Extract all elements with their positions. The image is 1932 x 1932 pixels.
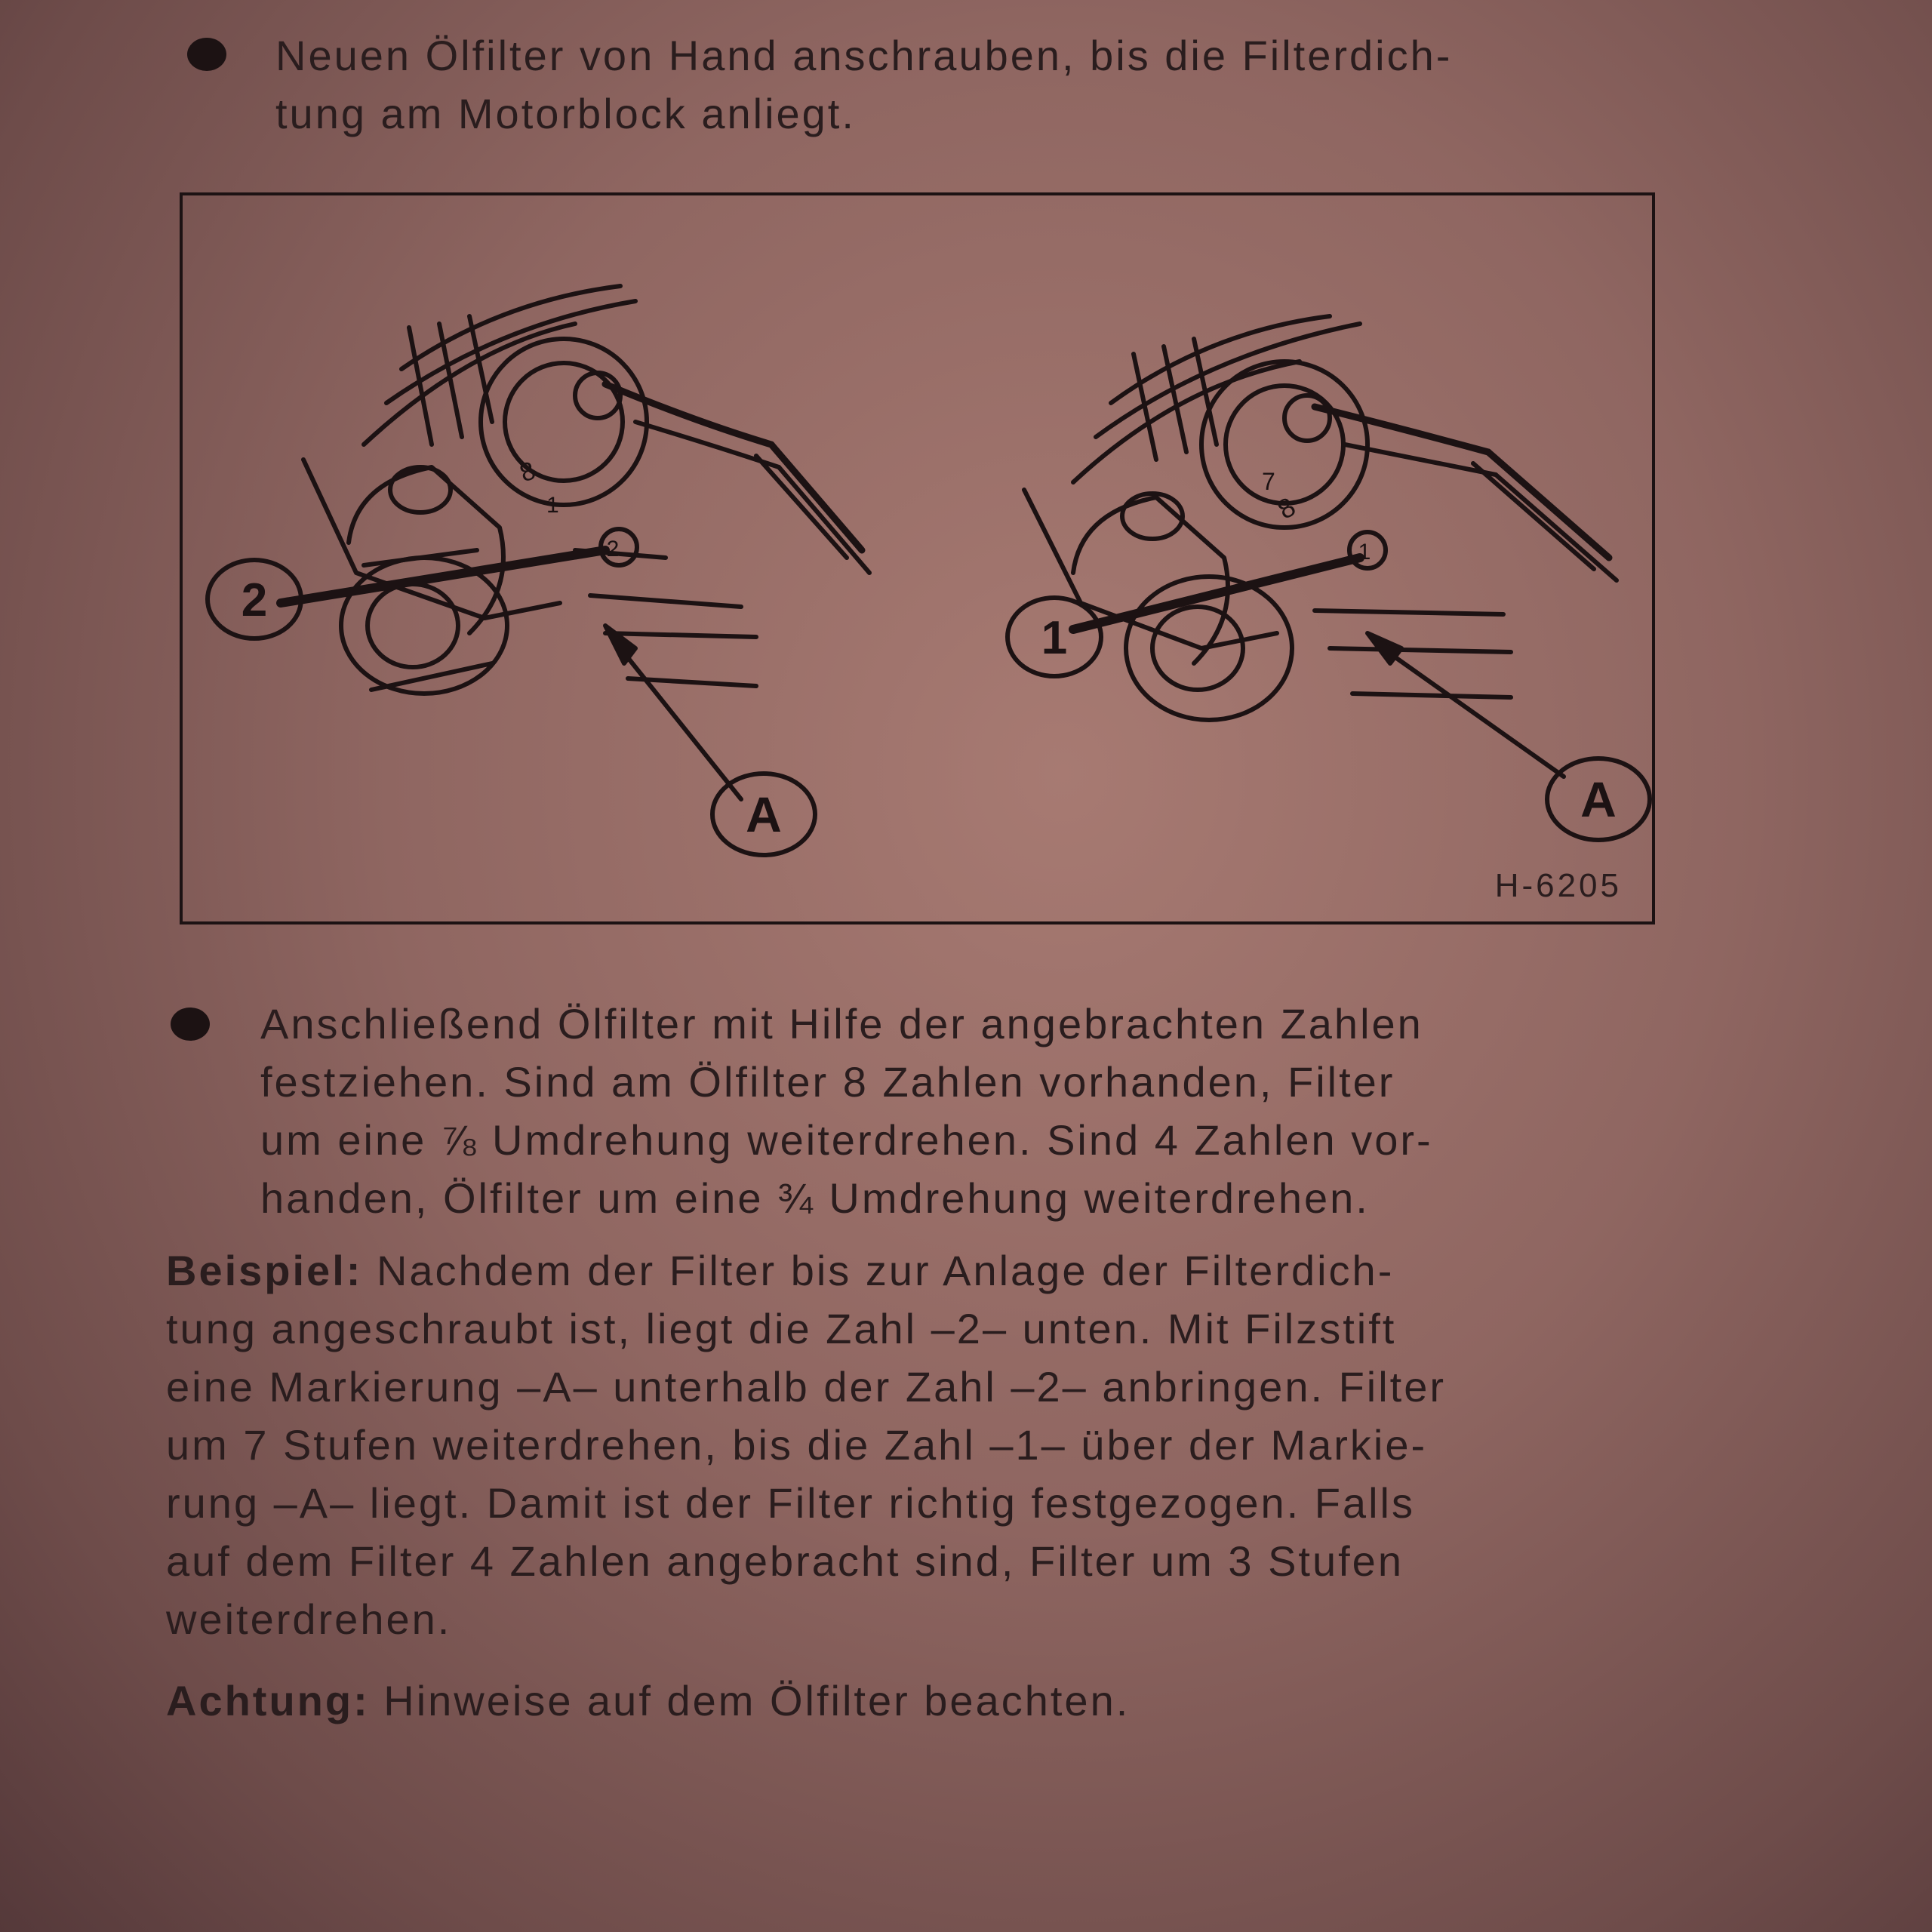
oil-filter-illustration xyxy=(183,195,1652,921)
caution-label: Achtung: xyxy=(166,1677,370,1724)
step-1-text xyxy=(275,26,1679,143)
left-filter-digit: 8 xyxy=(515,456,540,488)
example-line: eine Markierung –A– unterhalb der Zahl –2– anbringen. Filter xyxy=(166,1363,1447,1411)
example-line: tung angeschraubt ist, liegt die Zahl –2– unten. Mit Filzstift xyxy=(166,1305,1397,1352)
bullet-step-2 xyxy=(171,1008,210,1041)
right-callout-number: 1 xyxy=(1041,612,1068,664)
example-line: rung –A– liegt. Damit ist der Filter richtig festgezogen. Falls xyxy=(166,1479,1415,1527)
bullet-step-1 xyxy=(187,38,226,71)
step-2-line: um eine ⅞ Umdrehung weiterdrehen. Sind 4 Zahlen vor- xyxy=(260,1116,1433,1164)
right-filter-digit: 7 xyxy=(1262,468,1275,495)
step-2-line: festziehen. Sind am Ölfilter 8 Zahlen vorhanden, Filter xyxy=(260,1058,1395,1106)
oil-filter-figure xyxy=(180,192,1655,924)
right-engine-drawing xyxy=(1008,316,1650,840)
left-filter-digit: 2 xyxy=(606,537,620,561)
example-text xyxy=(166,1241,1751,1648)
left-callout-number: 2 xyxy=(241,574,268,626)
caution-body: Hinweise auf dem Ölfilter beachten. xyxy=(369,1677,1131,1724)
example-line xyxy=(166,1241,1751,1300)
figure-code: H-6205 xyxy=(1494,867,1622,904)
step-1-line-1: Neuen Ölfilter von Hand anschrauben, bis die Filterdich- xyxy=(275,32,1453,79)
right-filter-digit: 8 xyxy=(1272,491,1301,525)
caution-text xyxy=(166,1672,1751,1730)
left-filter-digit: 1 xyxy=(546,493,559,518)
example-line: auf dem Filter 4 Zahlen angebracht sind, Filter um 3 Stufen xyxy=(166,1537,1404,1585)
right-callout-marker: A xyxy=(1580,771,1617,827)
right-filter-digit: 1 xyxy=(1358,540,1371,565)
example-first-line: Nachdem der Filter bis zur Anlage der Filterdich- xyxy=(362,1247,1395,1294)
step-2-line: handen, Ölfilter um eine ¾ Umdrehung weiterdrehen. xyxy=(260,1174,1370,1222)
step-2-line: Anschließend Ölfilter mit Hilfe der angebrachten Zahlen xyxy=(260,1000,1423,1048)
step-1-line-2: tung am Motorblock anliegt. xyxy=(275,90,856,137)
step-2-text xyxy=(260,995,1728,1227)
left-callout-marker: A xyxy=(746,786,782,842)
left-engine-drawing xyxy=(208,286,869,855)
example-line: weiterdrehen. xyxy=(166,1595,452,1643)
example-line: um 7 Stufen weiterdrehen, bis die Zahl –1– über der Markie- xyxy=(166,1421,1428,1469)
example-label: Beispiel: xyxy=(166,1247,363,1294)
